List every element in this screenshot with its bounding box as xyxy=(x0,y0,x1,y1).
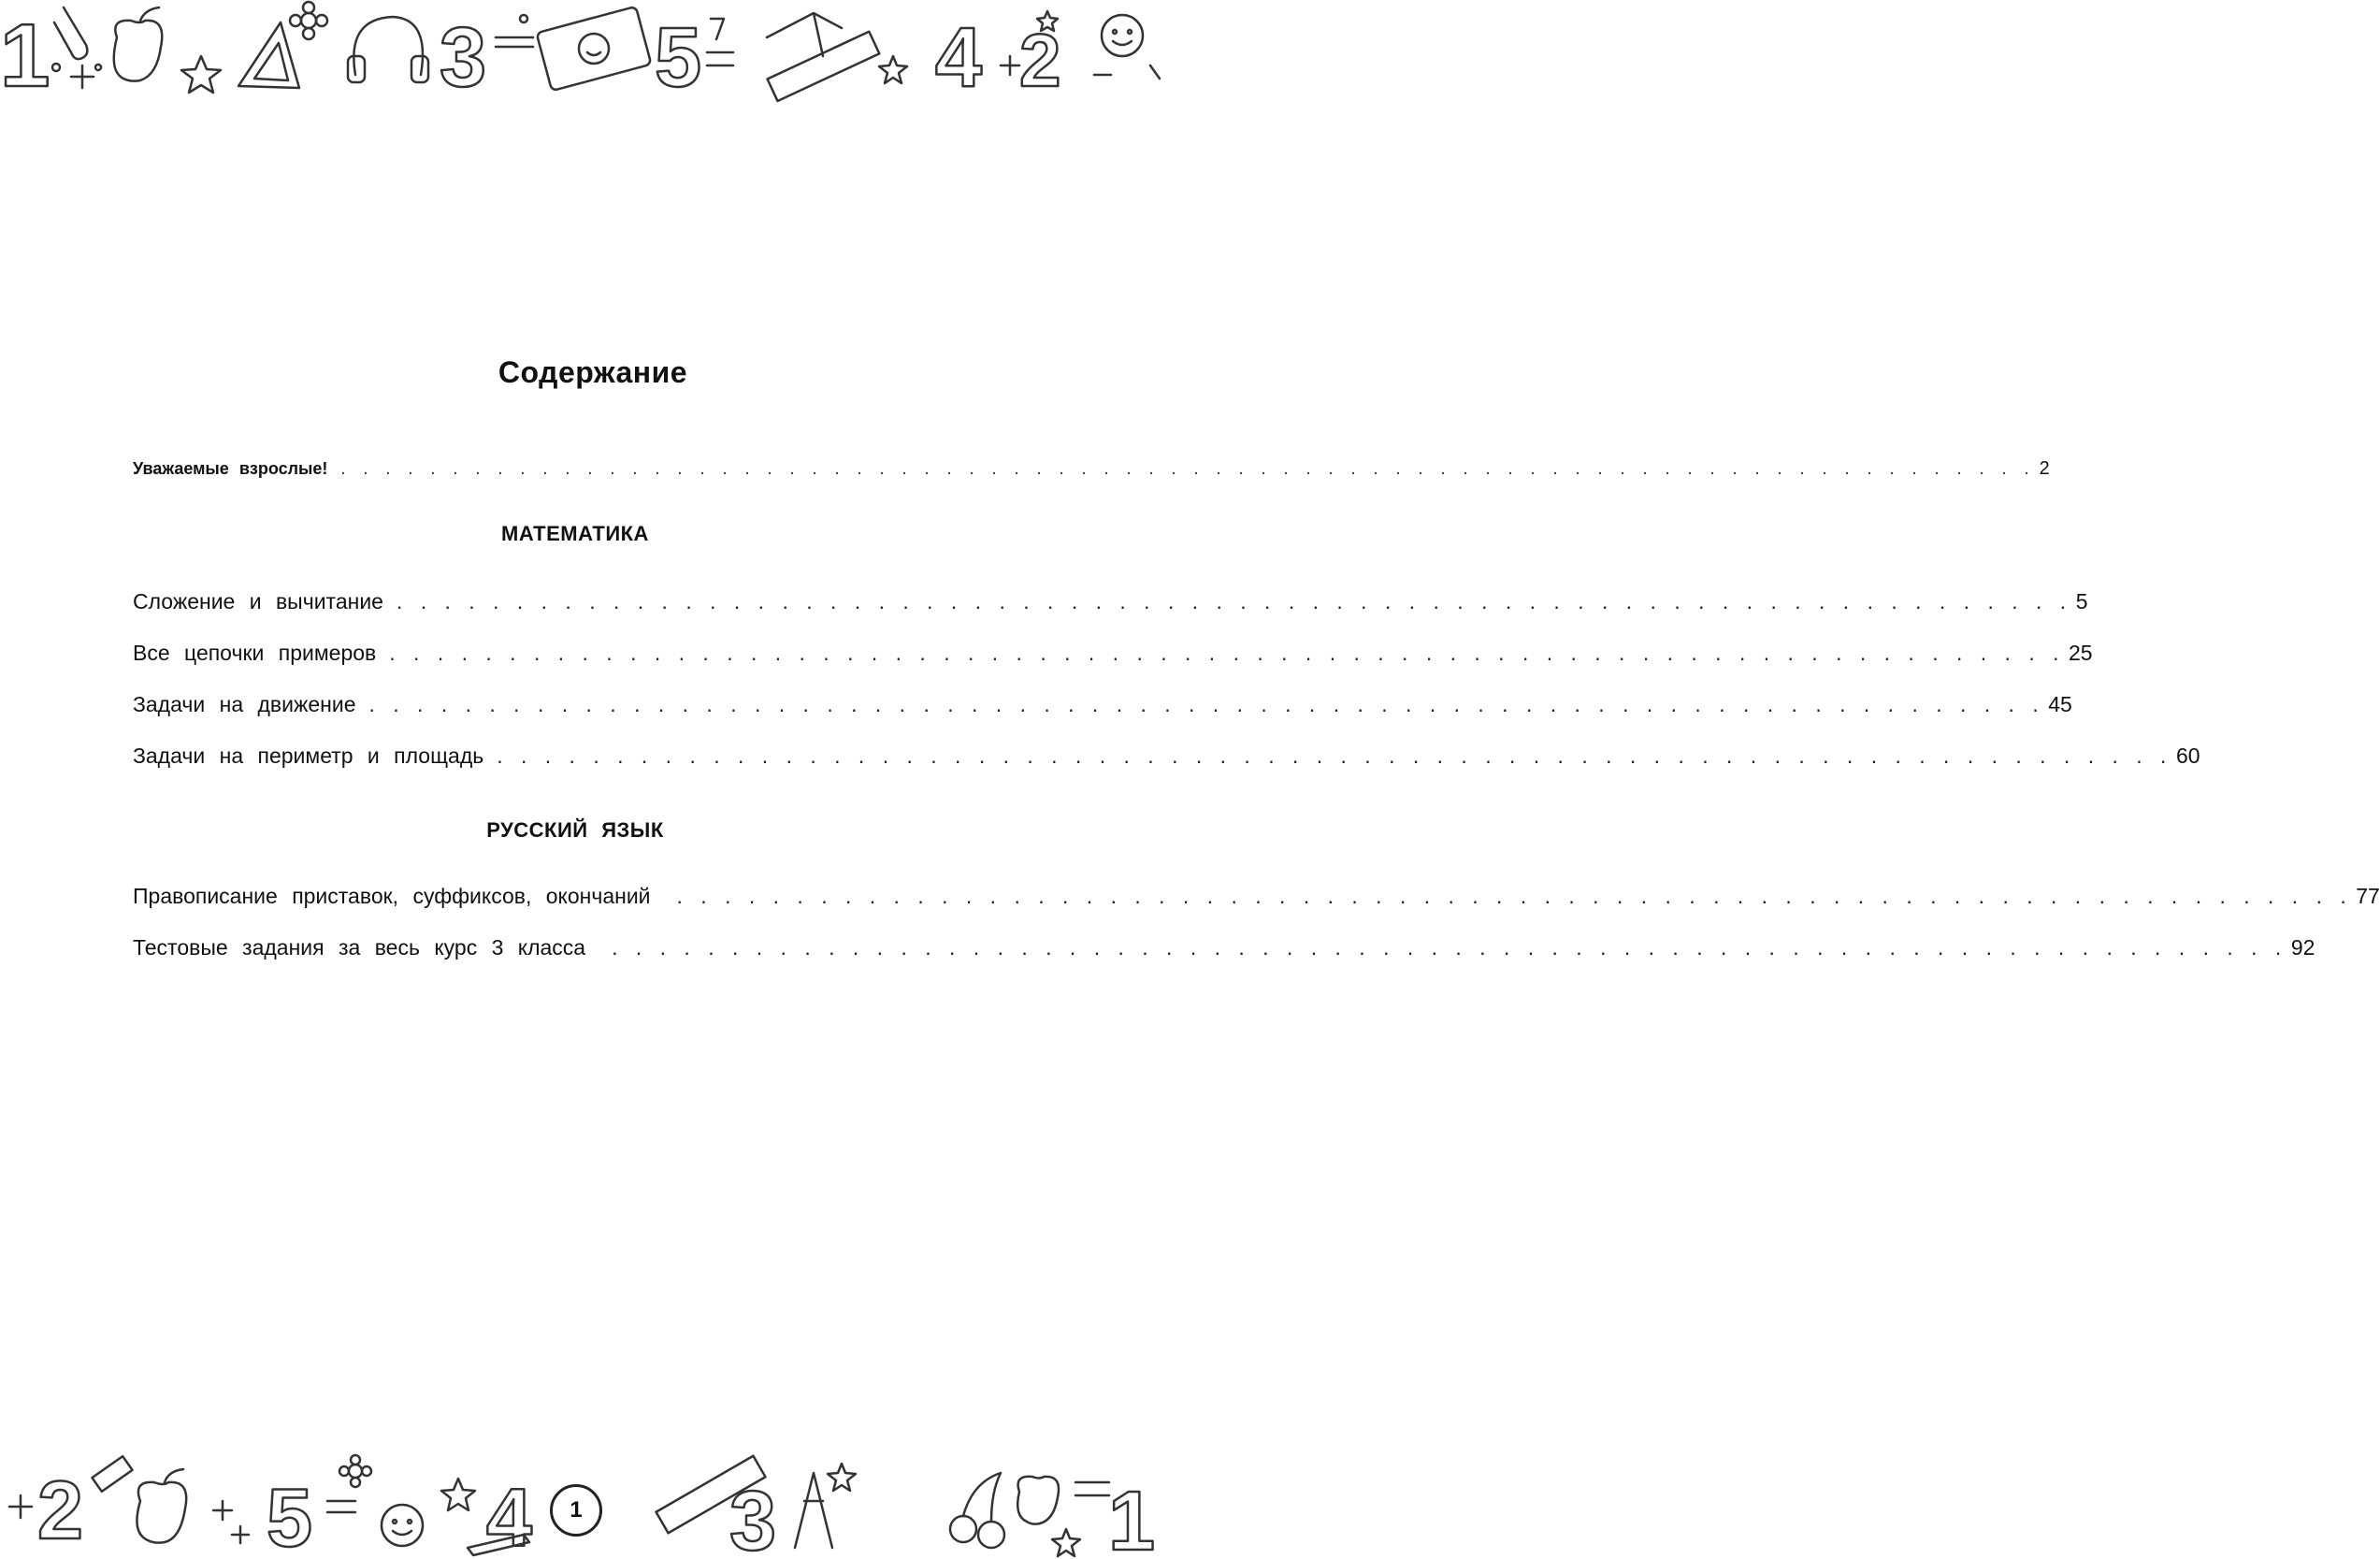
plus-icon xyxy=(71,65,94,88)
toc-page-number: 77 xyxy=(2356,884,2380,908)
digit-glyph: 1 xyxy=(1108,1475,1156,1559)
equals-icon xyxy=(327,1501,355,1512)
digit-glyph: 3 xyxy=(440,11,487,105)
apple-icon xyxy=(1017,1477,1059,1524)
section-heading-russian: РУССКИЙ ЯЗЫК xyxy=(486,818,664,842)
toc-page-number: 25 xyxy=(2069,641,2093,665)
digit-glyph: 2 xyxy=(1019,19,1061,102)
digit-glyph: 4 xyxy=(486,1471,532,1559)
digit-glyph: 4 xyxy=(935,11,983,105)
star-icon xyxy=(1052,1529,1080,1556)
seven-glyph xyxy=(711,19,724,39)
toc-page-number: 60 xyxy=(2175,743,2200,768)
section-heading-math: МАТЕМАТИКА xyxy=(501,522,649,545)
dot-leader: . . . . . . . . . . . . . . . . . . . . . . . . . . . . . . . . . . . . . . . . . . . . . . . . . . . . . . . . . . . . . . . . . . . . . . . . . . . . xyxy=(340,459,2036,478)
flower-icon xyxy=(349,1465,362,1478)
top-doodle-strip xyxy=(0,0,1186,106)
toc-entry-label: Задачи на периметр и площадь xyxy=(133,743,484,768)
toc-page-number: 92 xyxy=(2290,935,2315,960)
star-icon xyxy=(879,56,907,83)
cherry-icon xyxy=(950,1516,976,1542)
toc-page-number: 2 xyxy=(2039,458,2050,479)
apple-icon xyxy=(114,21,162,81)
top-decorative-border xyxy=(0,0,1186,106)
apple-icon xyxy=(137,1482,186,1543)
digit-glyph: 1 xyxy=(0,6,50,106)
smiley-face-icon xyxy=(1102,15,1143,56)
star-icon xyxy=(181,56,221,93)
toc-entry xyxy=(133,589,2088,614)
compass-icon xyxy=(795,1473,832,1548)
toc-entry xyxy=(133,641,2093,666)
toc-page-number: 45 xyxy=(2048,692,2072,716)
paperclip-icon xyxy=(54,7,87,59)
digit-glyph: 2 xyxy=(37,1464,83,1556)
toc-entry-intro xyxy=(133,458,2050,480)
triangle-ruler-icon xyxy=(238,22,299,88)
toc-entry-label: Тестовые задания за весь курс 3 класса xyxy=(133,935,586,960)
digit-glyph: 5 xyxy=(267,1471,312,1559)
toc-entry-label: Задачи на движение xyxy=(133,692,356,716)
digit-glyph: 5 xyxy=(655,11,702,105)
equals-icon xyxy=(1075,1482,1109,1495)
toc-page-number: 5 xyxy=(2075,589,2088,613)
plus-icon xyxy=(213,1501,249,1543)
toc-entry-label: Уважаемые взрослые! xyxy=(133,459,328,478)
dot-leader: . . . . . . . . . . . . . . . . . . . . . . . . . . . . . . . . . . . . . . . . . . . . . . . . . . . . . . . . . . . . . . . . . . . . . . xyxy=(368,692,2045,716)
star-icon xyxy=(441,1479,475,1510)
toc-entry xyxy=(133,935,2315,960)
ruler-icon xyxy=(768,32,880,101)
plus-icon xyxy=(9,1495,32,1518)
star-icon xyxy=(828,1464,856,1491)
banknote-icon xyxy=(537,7,652,91)
equals-icon xyxy=(496,37,533,47)
smiley-face-icon xyxy=(382,1505,423,1546)
equals-icon xyxy=(707,52,733,65)
dot-leader: . . . . . . . . . . . . . . . . . . . . . . . . . . . . . . . . . . . . . . . . . . . . . . . . . . . . . . . . . . . . . . . . . . . . . . xyxy=(396,589,2072,613)
dot-leader: . . . . . . . . . . . . . . . . . . . . . . . . . . . . . . . . . . . . . . . . . . . . . . . . . . . . . . . . . . . . . . . . . . . . . . xyxy=(612,935,2287,960)
eraser-icon xyxy=(92,1456,132,1492)
apple-stem xyxy=(140,7,159,21)
dot-leader: . . . . . . . . . . . . . . . . . . . . . . . . . . . . . . . . . . . . . . . . . . . . . . . . . . . . . . . . . . . . . . . . . . . . . . xyxy=(497,743,2172,768)
toc-entry-label: Правописание приставок, суффиксов, окончаний xyxy=(133,884,651,908)
dot-leader: . . . . . . . . . . . . . . . . . . . . . . . . . . . . . . . . . . . . . . . . . . . . . . . . . . . . . . . . . . . . . . . . . . . . . . xyxy=(676,884,2353,908)
dot-leader: . . . . . . . . . . . . . . . . . . . . . . . . . . . . . . . . . . . . . . . . . . . . . . . . . . . . . . . . . . . . . . . . . . . . . . xyxy=(389,641,2065,665)
flower-icon xyxy=(301,13,316,28)
toc-entry-label: Все цепочки примеров xyxy=(133,641,377,665)
page-number: 1 xyxy=(550,1484,602,1537)
toc-entry-label: Сложение и вычитание xyxy=(133,589,383,613)
page-title: Содержание xyxy=(498,355,688,389)
toc-entry xyxy=(133,743,2200,769)
digit-glyph: 3 xyxy=(729,1475,777,1559)
plus-icon xyxy=(1001,56,1019,75)
toc-entry xyxy=(133,884,2380,909)
toc-entry xyxy=(133,692,2072,717)
